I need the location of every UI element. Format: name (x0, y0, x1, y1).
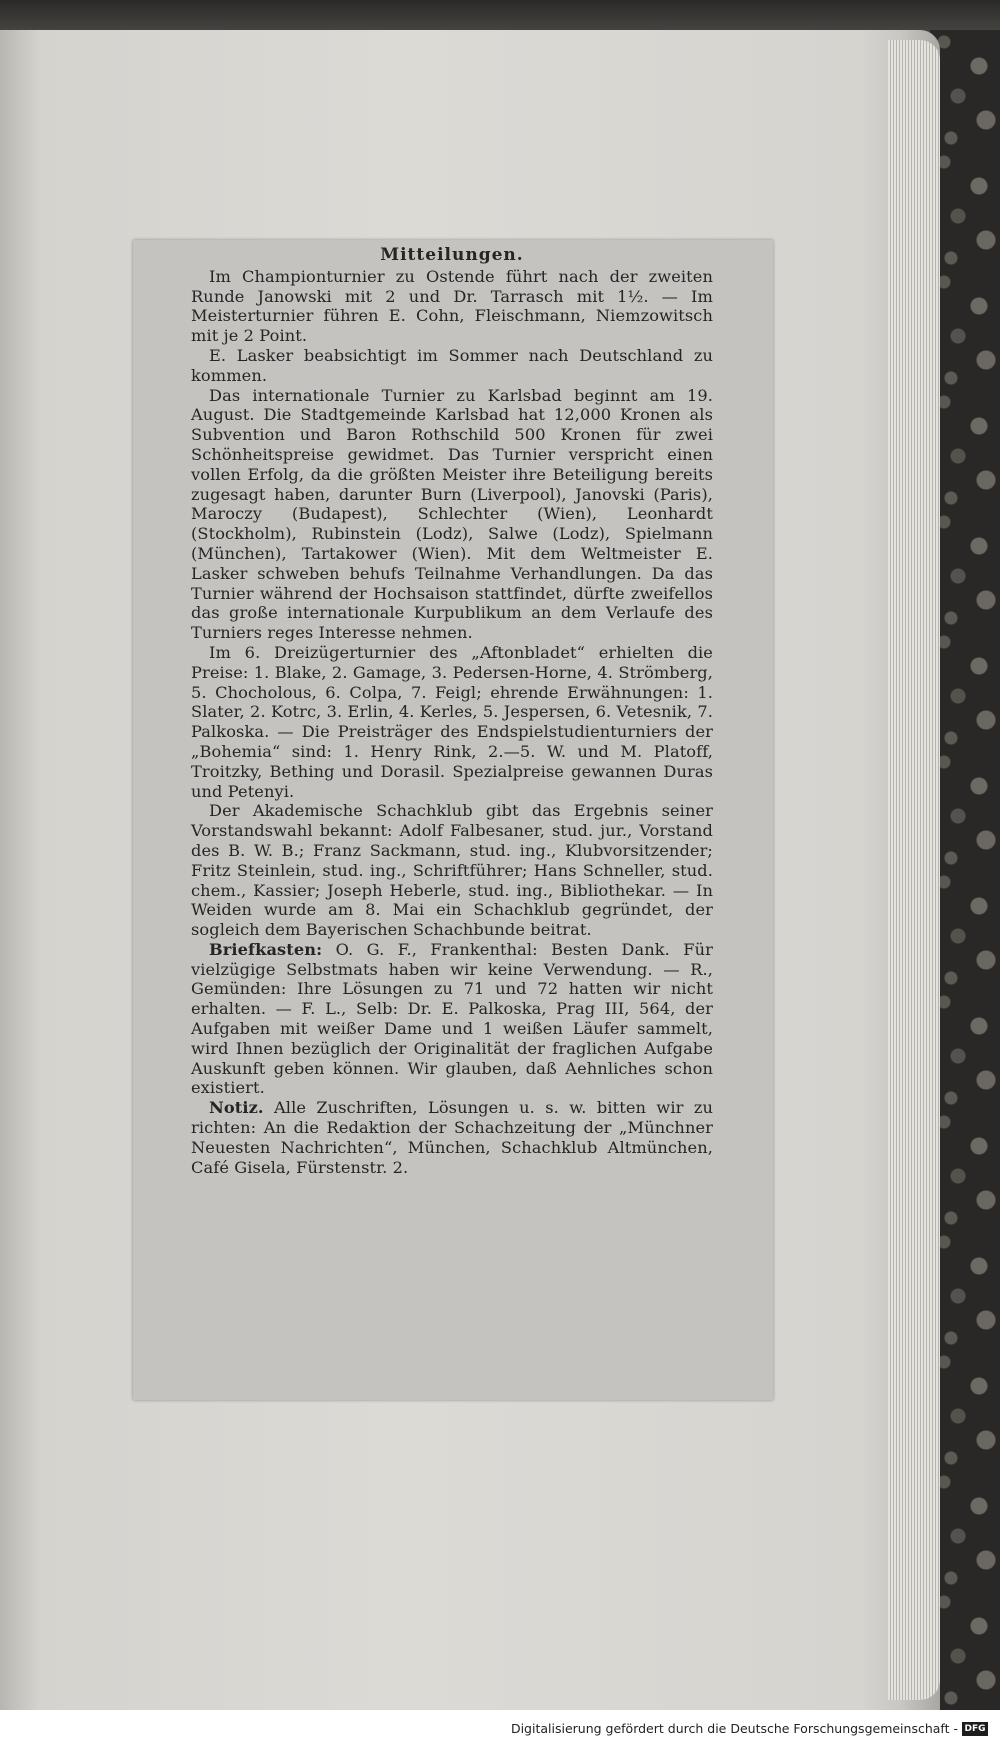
footer-bar (0, 1710, 1000, 1742)
paragraph-briefkasten: Briefkasten: O. G. F., Frankenthal: Besten Dank. Für vielzügige Selbstmats haben wir keine Verwendung. — R., Gemünden: Ihre Lösungen zu 71 und 72 hatten wir nicht erhalten. — F. L., Selb: Dr. E. Palkoska, Prag III, 564, der Aufgaben mit weißer Dame und 1 weißen Läufer sammelt, wird Ihnen bezüglich der Originalität der fraglichen Aufgabe Auskunft geben können. Wir glauben, daß Aehnliches schon existiert. (191, 939, 713, 1098)
clipping-title: Mitteilungen. (380, 245, 524, 265)
clipping-text-column (191, 246, 713, 1177)
paragraph-aftonbladet: Im 6. Dreizügerturnier des „Aftonbladet“ erhielten die Preise: 1. Blake, 2. Gamage, 3. Pedersen-Horne, 4. Strömberg, 5. Chocholous, 6. Colpa, 7. Feigl; ehrende Erwähnungen: 1. Slater, 2. Kotrc, 3. Erlin, 4. Kerles, 5. Jespersen, 6. Vetesnik, 7. Palkoska. — Die Preisträger des Endspielstudienturniers der „Bohemia“ sind: 1. Henry Rink, 2.—5. W. und M. Platoff, Troitzky, Bething und Dorasil. Spezialpreise gewannen Duras und Petenyi. (191, 642, 713, 801)
newspaper-clipping (133, 240, 773, 1400)
marbled-cover-board (930, 30, 1000, 1710)
digitization-credit (511, 1721, 988, 1736)
credit-text: Digitalisierung gefördert durch die Deutsche Forschungsgemeinschaft - (510, 1721, 958, 1736)
paragraph-lasker: E. Lasker beabsichtigt im Sommer nach Deutschland zu kommen. (191, 345, 713, 385)
page-edges (888, 40, 940, 1700)
paragraph-notiz: Notiz. Alle Zuschriften, Lösungen u. s. w. bitten wir zu richten: An die Redaktion der Schachzeitung der „Münchner Neuesten Nachrichten“, München, Schachklub Altmünchen, Café Gisela, Fürstenstr. 2. (191, 1098, 713, 1177)
paragraph-ostende: Im Championturnier zu Ostende führt nach der zweiten Runde Janowski mit 2 und Dr. Tarrasch mit 1½. — Im Meisterturnier führen E. Cohn, Fleischmann, Niemzowitsch mit je 2 Point. (191, 266, 713, 346)
dfg-logo-icon: DFG (962, 1722, 988, 1736)
paragraph-akademischer-schachklub: Der Akademische Schachklub gibt das Ergebnis seiner Vorstandswahl bekannt: Adolf Falbesaner, stud. jur., Vorstand des B. W. B.; Franz Sackmann, stud. ing., Klubvorsitzender; Fritz Steinlein, stud. ing., Schriftführer; Hans Schneller, stud. chem., Kassier; Joseph Heberle, stud. ing., Bibliothekar. — In Weiden wurde am 8. Mai ein Schachklub gegründet, der sogleich dem Bayerischen Schachbunde beitrat. (191, 801, 713, 940)
paragraph-karlsbad: Das internationale Turnier zu Karlsbad beginnt am 19. August. Die Stadtgemeinde Karlsbad hat 12,000 Kronen als Subvention und Baron Rothschild 500 Kronen für zwei Schönheitspreise gewidmet. Das Turnier verspricht einen vollen Erfolg, da die größten Meister ihre Beteiligung bereits zugesagt haben, darunter Burn (Liverpool), Janovski (Paris), Maroczy (Budapest), Schlechter (Wien), Leonhardt (Stockholm), Rubinstein (Lodz), Salwe (Lodz), Spielmann (München), Tartakower (Wien). Mit dem Weltmeister E. Lasker schweben behufs Teilnahme Verhandlungen. Da das Turnier während der Hochsaison stattfindet, dürfte zweifellos das große internationale Kurpublikum an dem Verlaufe des Turniers reges Interesse nehmen. (191, 385, 713, 643)
